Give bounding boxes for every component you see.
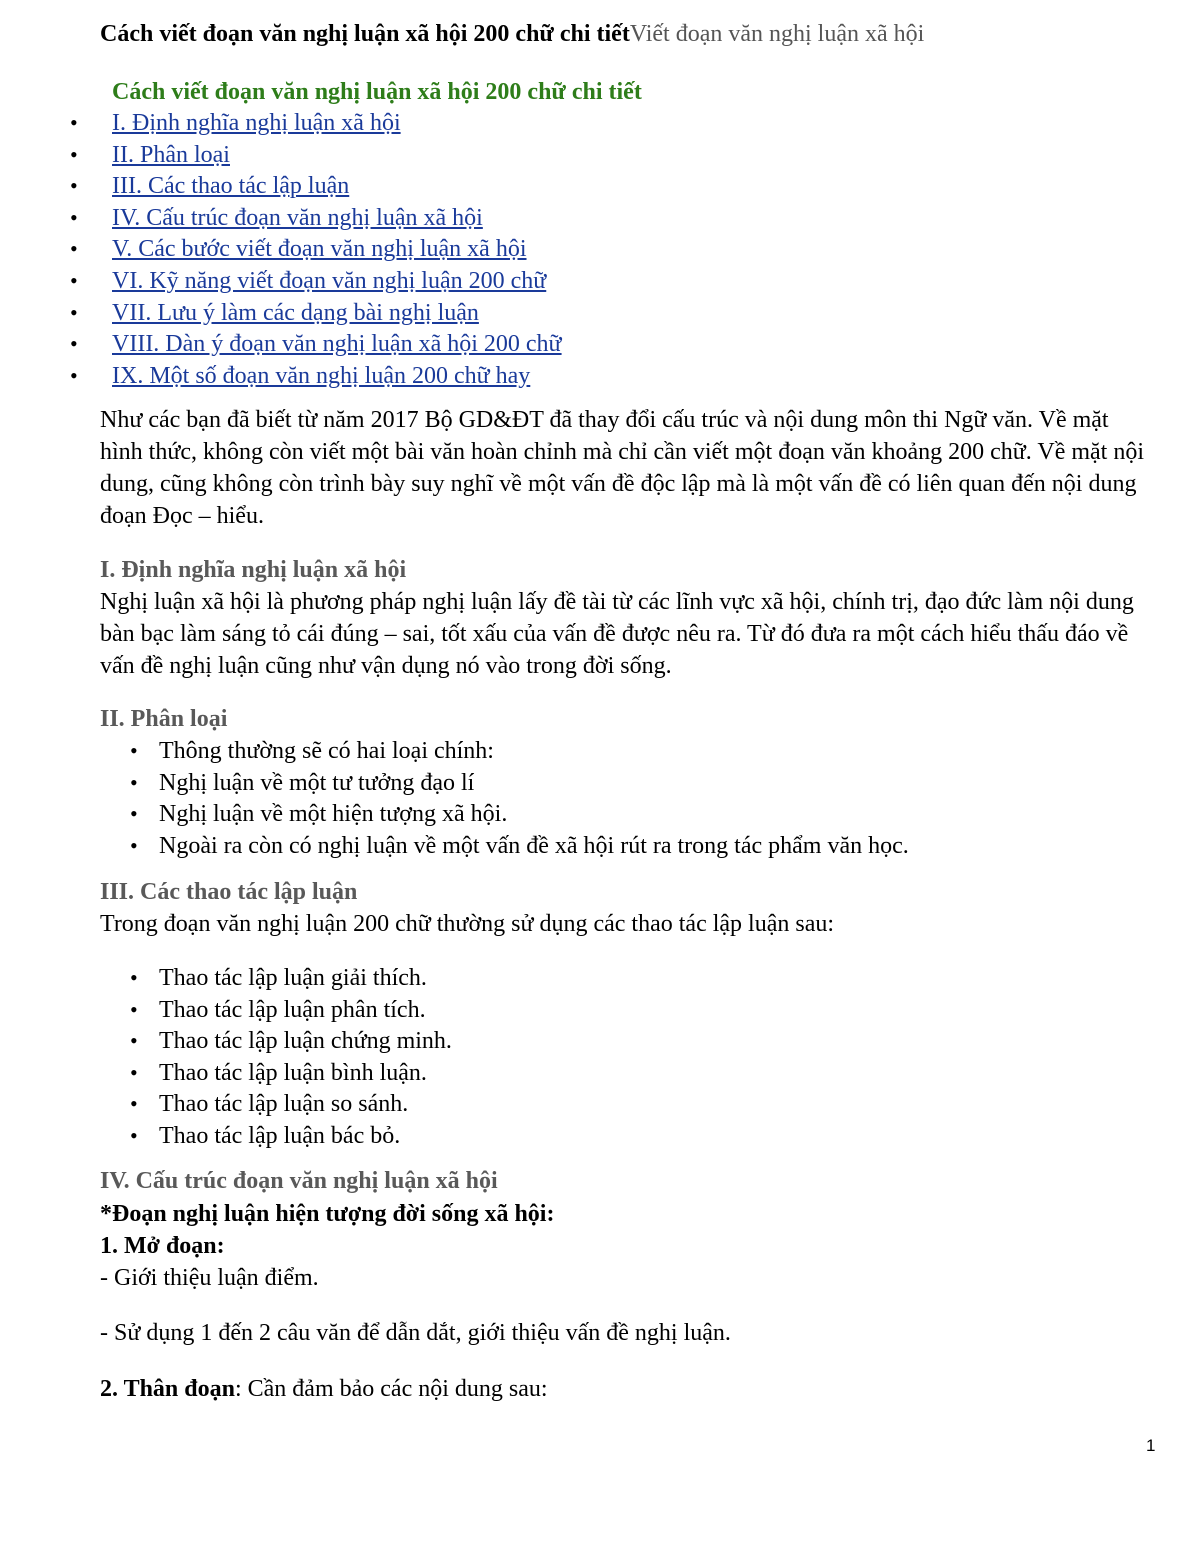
toc-link-7[interactable]: VII. Lưu ý làm các dạng bài nghị luận [112,299,479,326]
page-number: 1 [1146,1436,1156,1455]
bullet-icon: • [130,1091,138,1117]
bullet-icon: • [70,110,78,135]
bullet-icon: • [70,173,78,199]
title-subtitle: Viết đoạn văn nghị luận xã hội [629,21,925,47]
bullet-icon: • [130,1059,138,1085]
toc-link-1[interactable]: I. Định nghĩa nghị luận xã hội [112,110,401,136]
bullet-icon: • [70,299,78,325]
section-2-heading: II. Phân loại [100,706,228,732]
section-4-subheading: *Đoạn nghị luận hiện tượng đời sống xã hội: [100,1201,555,1227]
toc-heading: Cách viết đoạn văn nghị luận xã hội 200 chữ chi tiết [112,79,642,105]
bullet-icon: • [130,996,138,1022]
bullet-icon: • [70,141,78,167]
bullet-icon: • [70,331,78,357]
part-2-label: 2. Thân đoạn [100,1376,235,1402]
section-1-heading: I. Định nghĩa nghị luận xã hội [100,557,407,583]
section-1-body: Nghị luận xã hội là phương pháp nghị luận lấy đề tài từ các lĩnh vực xã hội, chính trị, đạo đức làm nội dung bàn bạc làm sáng tỏ cái đúng – sai, tốt xấu của vấn đề được nêu ra. Từ đó đưa ra một cách hiểu thấu đáo về vấn đề nghị luận cũng như vận dụng nó vào trong đời sống. [100,589,1134,679]
part-1-line-1: - Giới thiệu luận điểm. [100,1265,319,1291]
bullet-icon: • [70,204,78,230]
intro-paragraph: Như các bạn đã biết từ năm 2017 Bộ GD&ĐT đã thay đổi cấu trúc và nội dung môn thi Ngữ văn. Về mặt hình thức, không còn viết một bài văn hoàn chỉnh mà chỉ cần viết một đoạn văn khoảng 200 chữ. Về mặt nội dung, cũng không còn trình bày suy nghĩ về một vấn đề độc lập mà là một vấn đề có liên quan đến nội dung đoạn Đọc – hiểu. [100,407,1145,529]
bullet-icon: • [130,801,138,827]
title-bold: Cách viết đoạn văn nghị luận xã hội 200 chữ chi tiết [100,21,630,47]
bullet-icon: • [130,965,138,990]
bullet-icon: • [70,267,78,293]
part-2-text: : Cần đảm bảo các nội dung sau: [234,1376,548,1402]
toc-link-2[interactable]: II. Phân loại [112,141,230,168]
section-4-heading: IV. Cấu trúc đoạn văn nghị luận xã hội [100,1168,498,1194]
bullet-icon: • [130,1028,138,1054]
toc-link-5[interactable]: V. Các bước viết đoạn văn nghị luận xã hội [112,236,527,263]
toc-link-6[interactable]: VI. Kỹ năng viết đoạn văn nghị luận 200 chữ [112,267,547,294]
bullet-icon: • [70,236,78,262]
toc-link-9[interactable]: IX. Một số đoạn văn nghị luận 200 chữ hay [112,362,531,389]
toc-link-8[interactable]: VIII. Dàn ý đoạn văn nghị luận xã hội 200 chữ [112,331,562,358]
toc-link-3[interactable]: III. Các thao tác lập luận [112,173,350,200]
section-3-heading: III. Các thao tác lập luận [100,879,358,905]
bullet-icon: • [130,1122,138,1148]
part-1-label: 1. Mở đoạn: [100,1233,225,1259]
bullet-icon: • [130,769,138,795]
bullet-icon: • [130,832,138,858]
bullet-icon: • [70,362,78,388]
part-2-line [100,1374,548,1404]
bullet-icon: • [130,738,138,763]
toc-link-4[interactable]: IV. Cấu trúc đoạn văn nghị luận xã hội [112,204,483,231]
section-3-body: Trong đoạn văn nghị luận 200 chữ thường sử dụng các thao tác lập luận sau: [100,911,835,937]
document-title [100,19,924,49]
part-1-line-2: - Sử dụng 1 đến 2 câu văn để dẫn dắt, giới thiệu vấn đề nghị luận. [100,1320,731,1346]
